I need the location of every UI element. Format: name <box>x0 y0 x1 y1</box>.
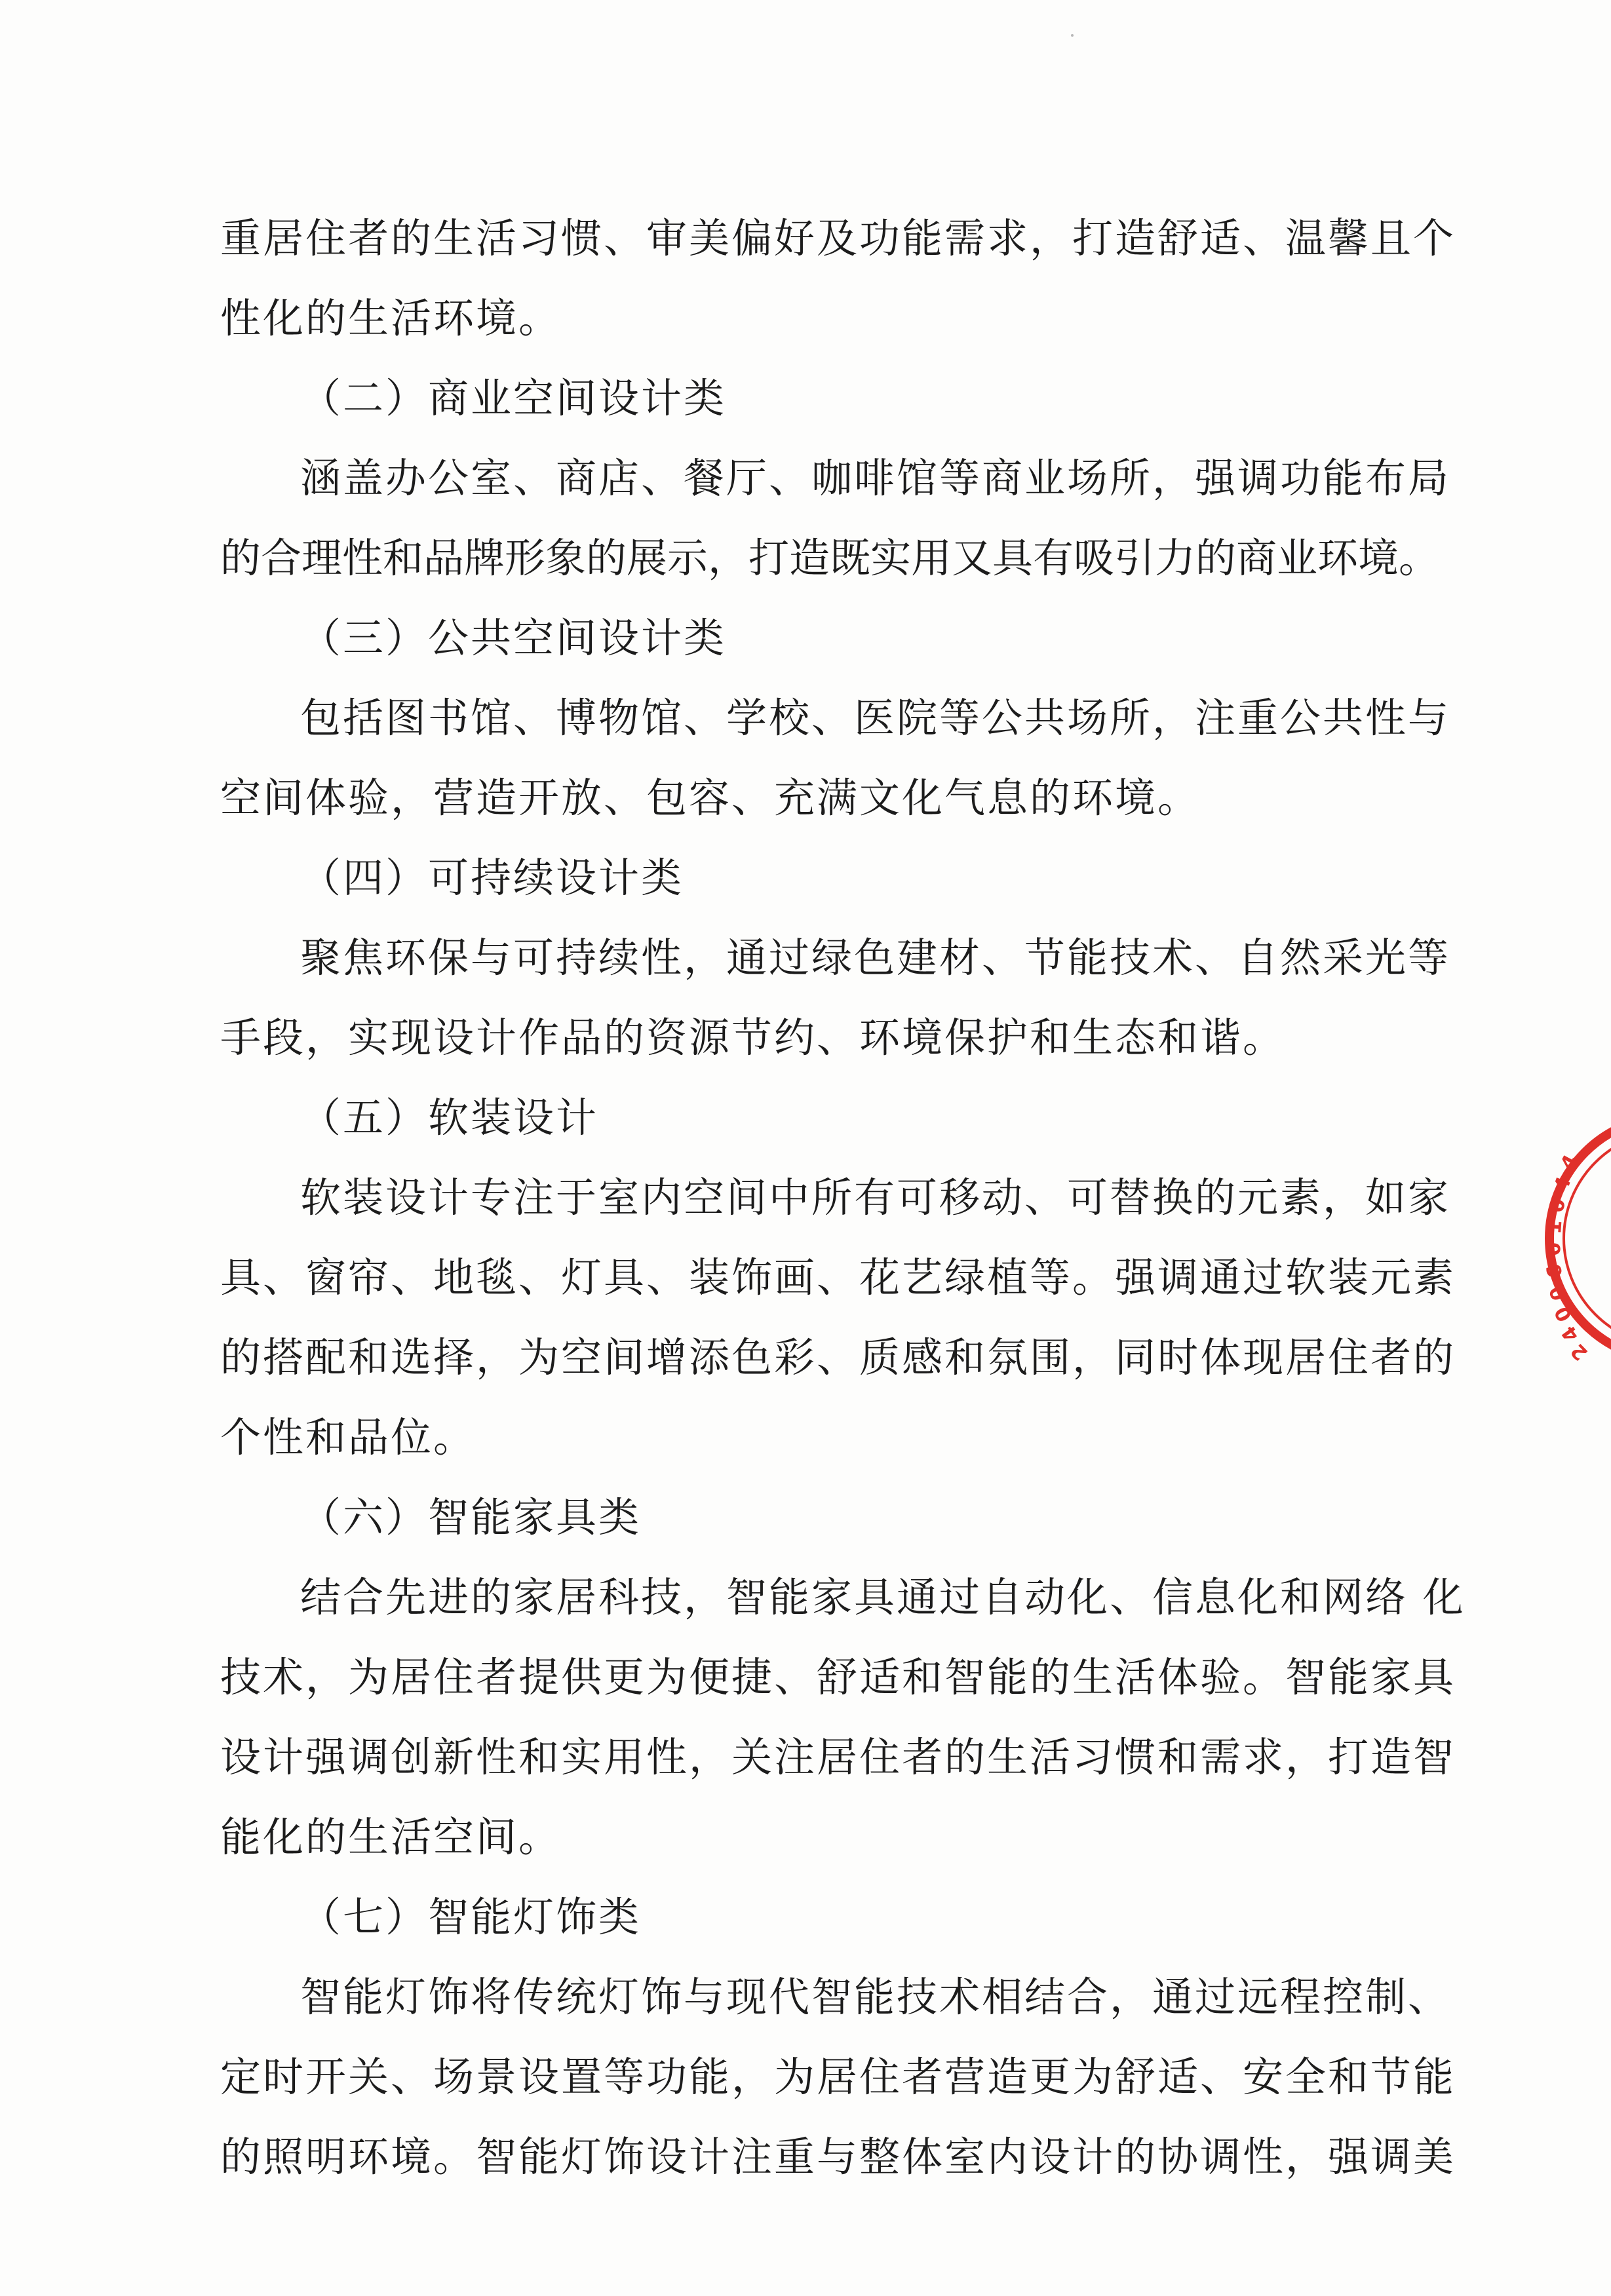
body-text-line: 涵盖办公室、商店、餐厅、咖啡馆等商业场所，强调功能布局 <box>300 454 1451 502</box>
svg-text:0: 0 <box>1545 1282 1572 1304</box>
body-text-line: 个性和品位。 <box>220 1413 476 1461</box>
body-text-line: 技术，为居住者提供更为便捷、舒适和智能的生活体验。智能家具 <box>220 1653 1456 1701</box>
body-text-line: 结合先进的家居科技，智能家具通过自动化、信息化和网络 化 <box>300 1573 1465 1621</box>
body-text-line: 设计强调创新性和实用性，关注居住者的生活习惯和需求，打造智 <box>220 1733 1456 1781</box>
body-text-line: 定时开关、场景设置等功能，为居住者营造更为舒适、安全和节能 <box>220 2053 1456 2101</box>
body-text-line: 软装设计专注于室内空间中所有可移动、可替换的元素，如家 <box>300 1174 1451 1221</box>
svg-text:0: 0 <box>1545 1196 1571 1215</box>
body-text-line: 聚焦环保与可持续性，通过绿色建材、节能技术、自然采光等 <box>300 934 1451 982</box>
svg-text:4: 4 <box>1557 1321 1584 1346</box>
section-heading: （三）公共空间设计类 <box>300 614 727 662</box>
body-text-line: 能化的生活空间。 <box>220 1813 562 1861</box>
svg-text:0: 0 <box>1550 1302 1578 1326</box>
body-text-line: 具、窗帘、地毯、灯具、装饰画、花艺绿植等。强调通过软装元素 <box>220 1253 1456 1301</box>
body-text-line: 的搭配和选择，为空间增添色彩、质感和氛围，同时体现居住者的 <box>220 1333 1456 1381</box>
red-seal-stamp <box>1540 1101 1611 1376</box>
body-text-line: 重居住者的生活习惯、审美偏好及功能需求，打造舒适、温馨且个 <box>220 214 1456 262</box>
section-heading: （二）商业空间设计类 <box>300 374 727 422</box>
section-heading: （六）智能家具类 <box>300 1493 642 1541</box>
body-text-line: 性化的生活环境。 <box>220 294 562 342</box>
body-text-line: 空间体验，营造开放、包容、充满文化气息的环境。 <box>220 774 1201 822</box>
body-text-line: 智能灯饰将传统灯饰与现代智能技术相结合，通过远程控制、 <box>300 1973 1451 2021</box>
body-text-line: 手段，实现设计作品的资源节约、环境保护和生态和谐。 <box>220 1014 1286 1062</box>
svg-text:4: 4 <box>1556 1151 1583 1174</box>
body-text-line: 的合理性和品牌形象的展示，打造既实用又具有吸引力的商业环境。 <box>220 534 1440 582</box>
section-heading: （四）可持续设计类 <box>300 854 684 902</box>
seal-icon <box>1540 1101 1611 1376</box>
svg-text:4: 4 <box>1549 1174 1576 1195</box>
section-heading: （五）软装设计 <box>300 1094 599 1141</box>
body-text-line: 的照明环境。智能灯饰设计注重与整体室内设计的协调性，强调美 <box>220 2133 1456 2181</box>
svg-text:1: 1 <box>1543 1219 1567 1235</box>
svg-text:2: 2 <box>1566 1339 1593 1365</box>
section-heading: （七）智能灯饰类 <box>300 1893 642 1941</box>
scan-speck <box>1071 34 1074 37</box>
svg-text:0: 0 <box>1542 1241 1566 1257</box>
body-text-line: 包括图书馆、博物馆、学校、医院等公共场所，注重公共性与 <box>300 694 1451 742</box>
svg-text:6: 6 <box>1542 1261 1568 1280</box>
